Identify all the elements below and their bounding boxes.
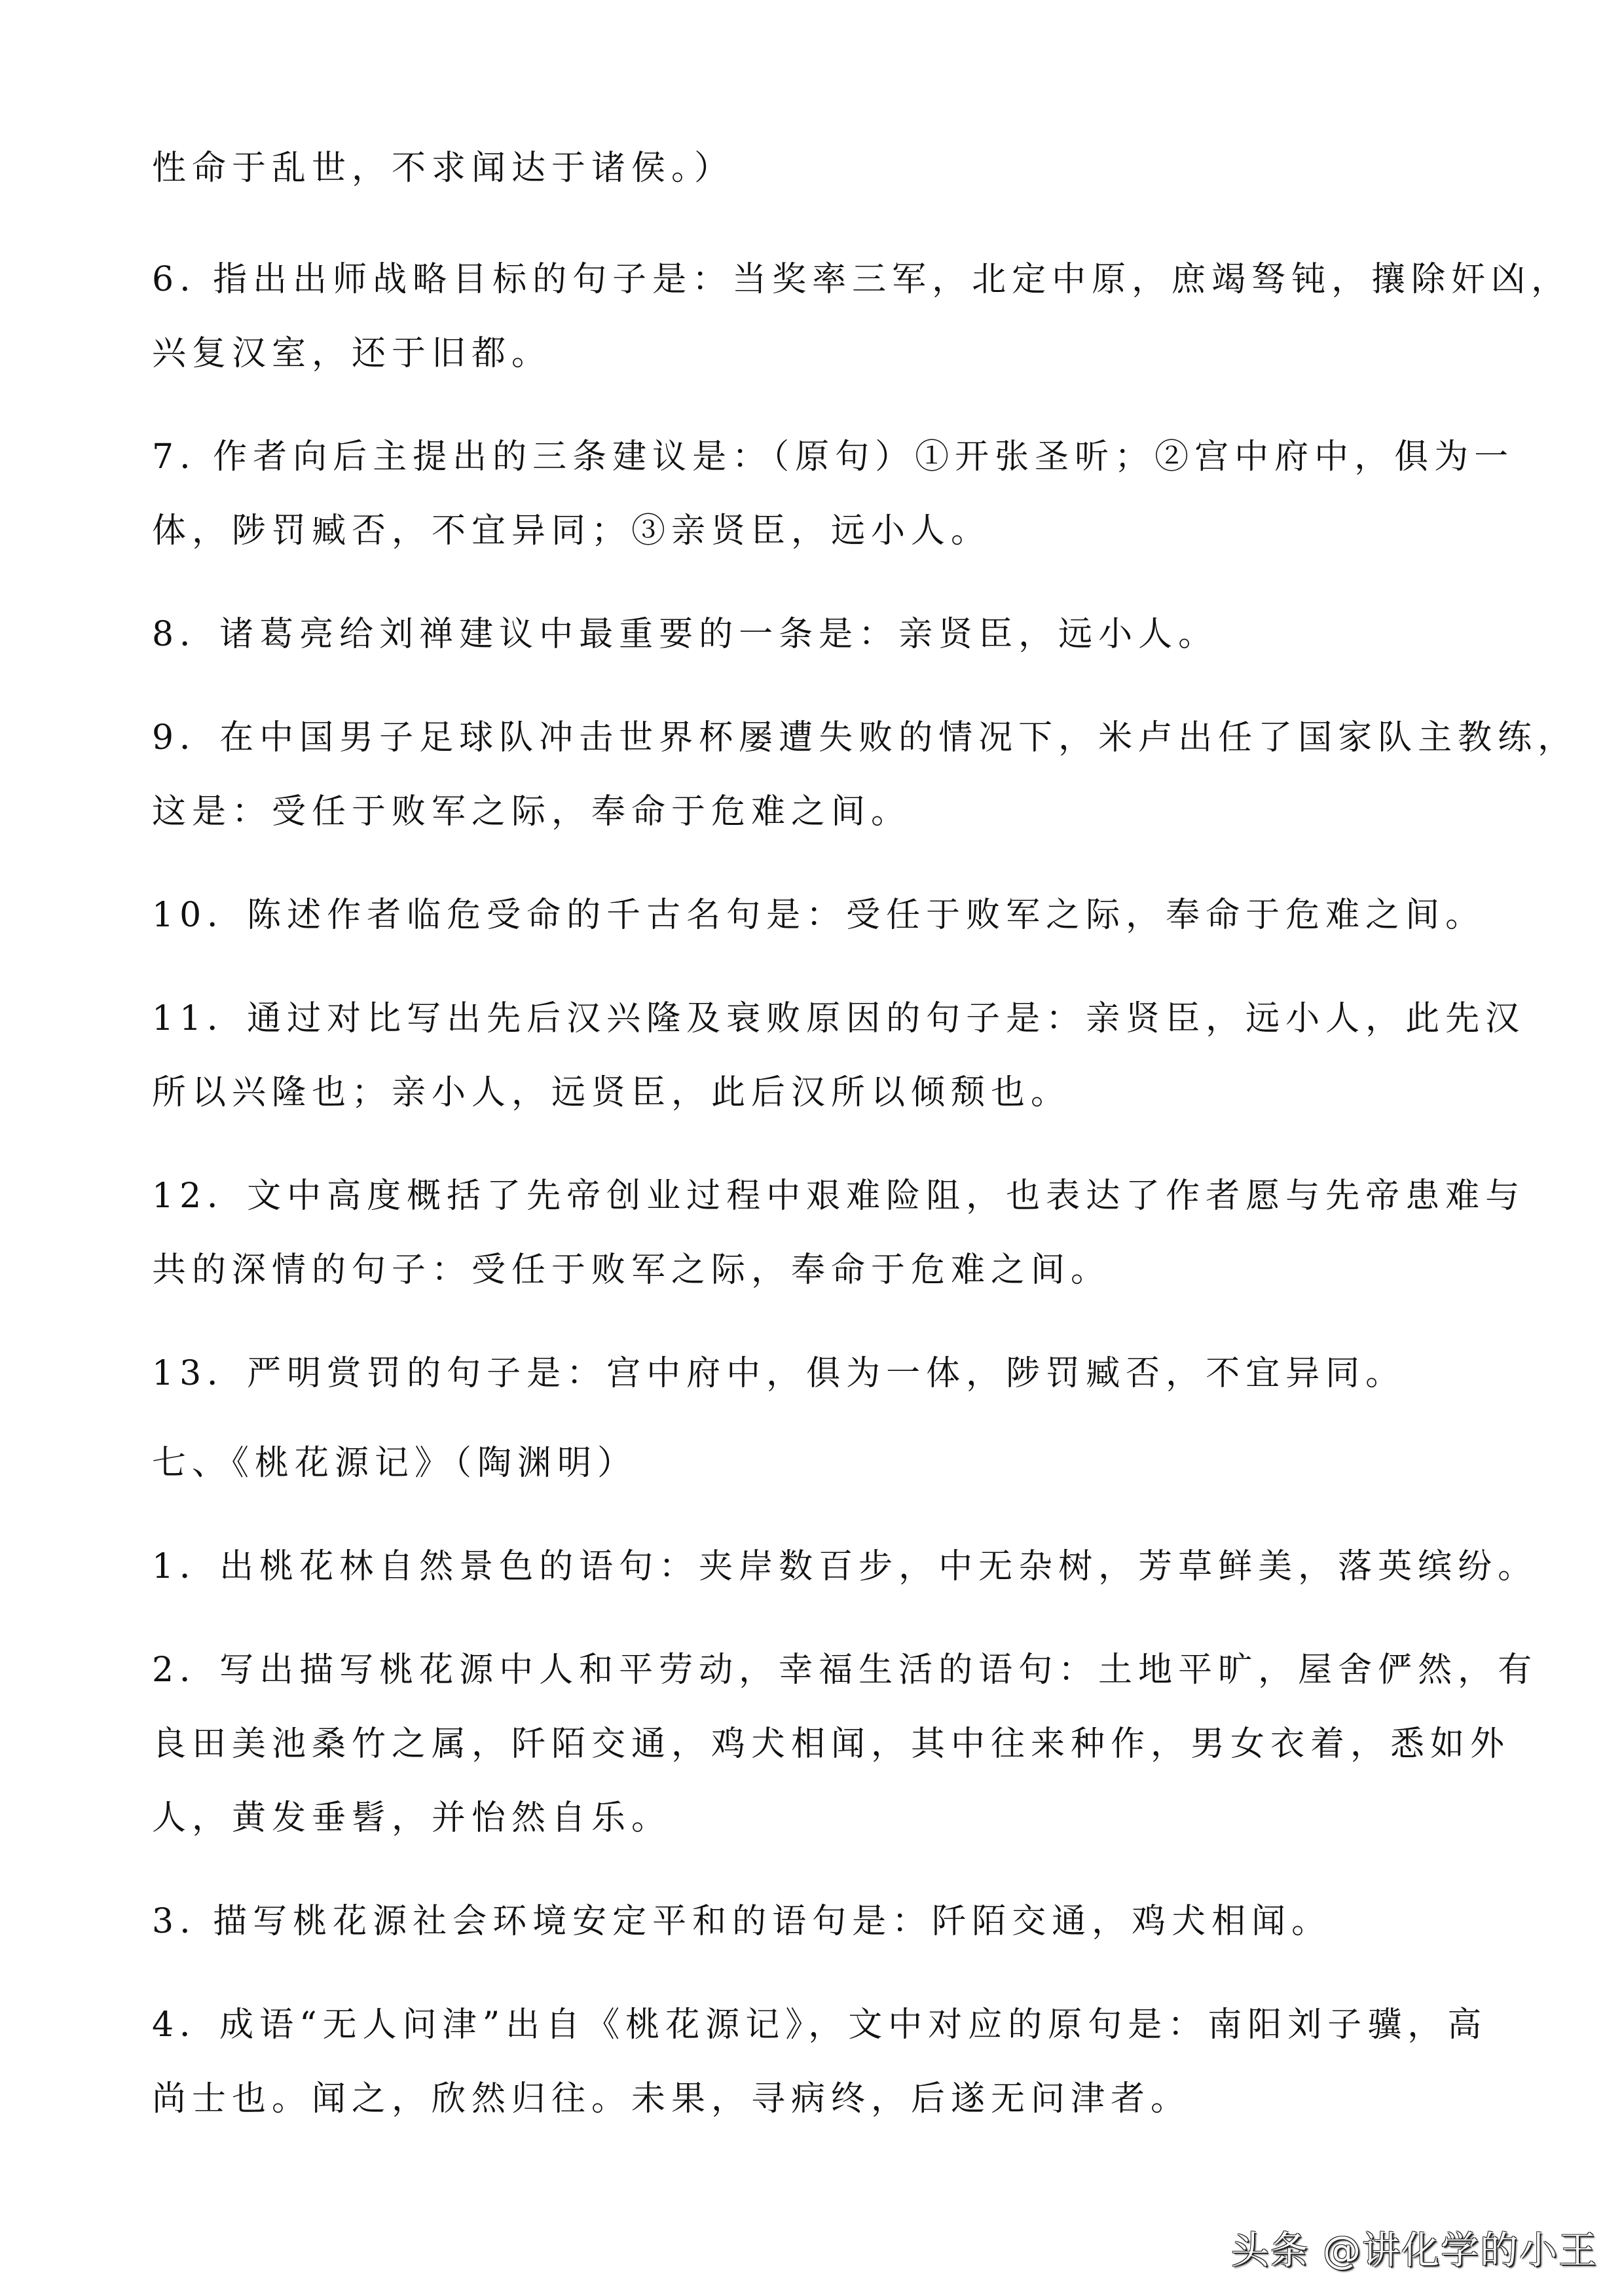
paragraph-line: 兴复汉室，还于旧都。 [152,334,552,373]
paragraph-line: 10．陈述作者临危受命的千古名句是：受任于败军之际，奉命于危难之间。 [152,896,1486,935]
paragraph-line: 这是：受任于败军之际，奉命于危难之间。 [152,792,912,831]
paragraph-line: 13．严明赏罚的句子是：宫中府中，俱为一体，陟罚臧否，不宜异同。 [152,1354,1406,1393]
paragraph-line: 12．文中高度概括了先帝创业过程中艰难险阻，也表达了作者愿与先帝患难与 [152,1176,1526,1216]
paragraph-line: 2．写出描写桃花源中人和平劳动，幸福生活的语句：土地平旷，屋舍俨然，有 [152,1650,1538,1690]
paragraph-line: 性命于乱世，不求闻达于诸侯。） [152,149,735,188]
paragraph-line: 体，陟罚臧否，不宜异同；③亲贤臣，远小人。 [152,511,991,551]
paragraph-line: 良田美池桑竹之属，阡陌交通，鸡犬相闻，其中往来种作，男女衣着，悉如外 [152,1724,1511,1764]
paragraph-line: 3. 描写桃花源社会环境安定平和的语句是：阡陌交通，鸡犬相闻。 [152,1902,1332,1941]
section-heading: 七、《桃花源记》（陶渊明） [152,1444,638,1483]
paragraph-line: 尚士也。闻之，欣然归往。未果，寻病终，后遂无问津者。 [152,2079,1191,2119]
paragraph-line: 11．通过对比写出先后汉兴隆及衰败原因的句子是：亲贤臣，远小人，此先汉 [152,999,1526,1038]
paragraph-line: 4．成语“无人问津”出自《桃花源记》，文中对应的原句是：南阳刘子骥，高 [152,2005,1488,2045]
paragraph-line: 8．诸葛亮给刘禅建议中最重要的一条是：亲贤臣，远小人。 [152,615,1219,654]
paragraph-line: 所以兴隆也；亲小人，远贤臣，此后汉所以倾颓也。 [152,1073,1071,1112]
paragraph-line: 人，黄发垂髫，并怡然自乐。 [152,1798,672,1838]
paragraph-line: 1．出桃花林自然景色的语句：夹岸数百步，中无杂树，芳草鲜美，落英缤纷。 [152,1547,1538,1586]
watermark: 头条 @讲化学的小王 [1230,2228,1598,2272]
paragraph-line: 6. 指出出师战略目标的句子是：当奖率三军，北定中原，庶竭驽钝，攘除奸凶， [152,260,1572,299]
paragraph-line: 9．在中国男子足球队冲击世界杯屡遭失败的情况下，米卢出任了国家队主教练， [152,718,1578,757]
paragraph-line: 7. 作者向后主提出的三条建议是：（原句）①开张圣听；②宫中府中，俱为一 [152,437,1515,477]
paragraph-line: 共的深情的句子：受任于败军之际，奉命于危难之间。 [152,1250,1111,1290]
